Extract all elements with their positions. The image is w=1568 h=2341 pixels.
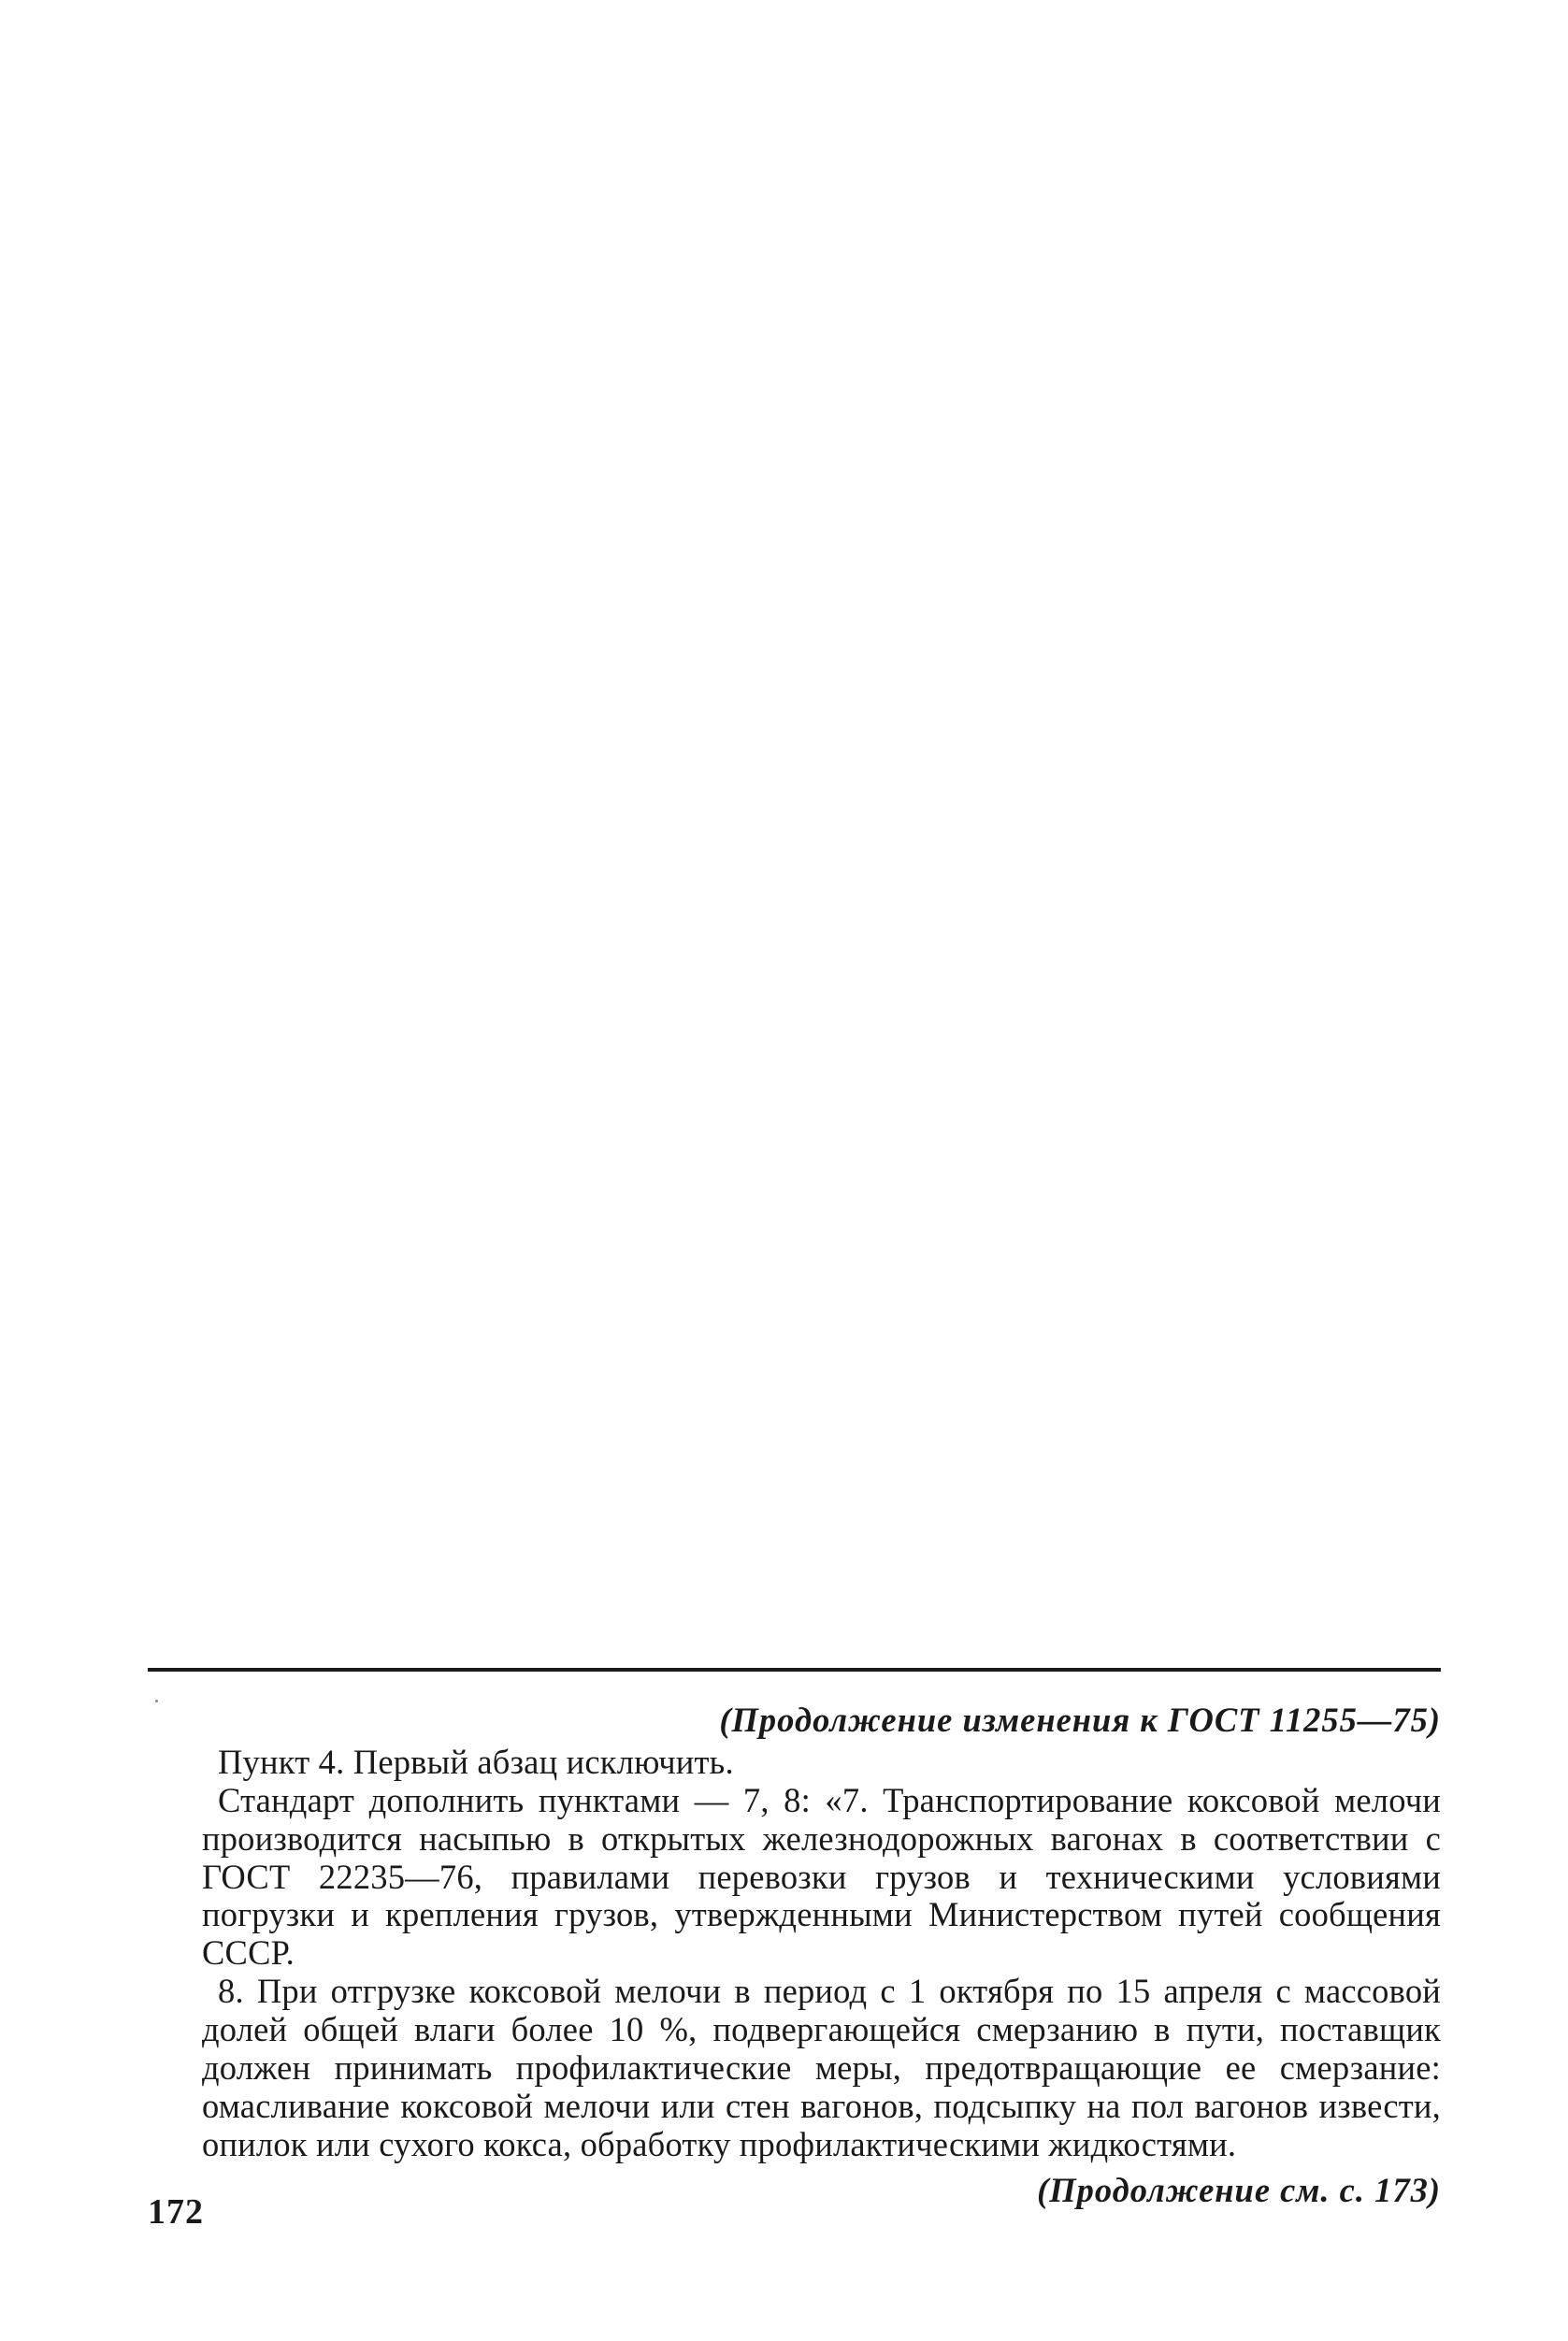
page-number: 172 [148, 2192, 204, 2232]
paragraph-clause-7: Стандарт дополнить пунктами — 7, 8: «7. Транспортирование коксовой мелочи производится насыпью в открытых железнодорожных вагонах в соответствии с ГОСТ 22235—76, правилами перевозки грузов и техническими условиями погрузки и крепления грузов, утвержденными Министерством путей сообщения СССР. [202, 1780, 1441, 1973]
paragraph-clause-8: 8. При отгрузке коксовой мелочи в период с 1 октября по 15 апреля с массовой долей общей влаги более 10 %, подвергающейся смерзанию в пути, поставщик должен принимать профилактические меры, предотвращающие ее смерзание: омасливание коксовой мелочи или стен вагонов, подсыпку на пол вагонов извести, опилок или сухого кокса, обработку профилактическими жидкостями. [202, 1972, 1441, 2163]
amendment-text-block [202, 1702, 1441, 2244]
horizontal-rule [148, 1668, 1441, 1672]
paragraph-clause-4: Пункт 4. Первый абзац исключить. [218, 1742, 734, 1781]
scan-speck [155, 1700, 158, 1702]
continuation-footer: (Продолжение см. с. 173) [1037, 2170, 1441, 2209]
continuation-header: (Продолжение изменения к ГОСТ 11255—75) [719, 1701, 1441, 1739]
